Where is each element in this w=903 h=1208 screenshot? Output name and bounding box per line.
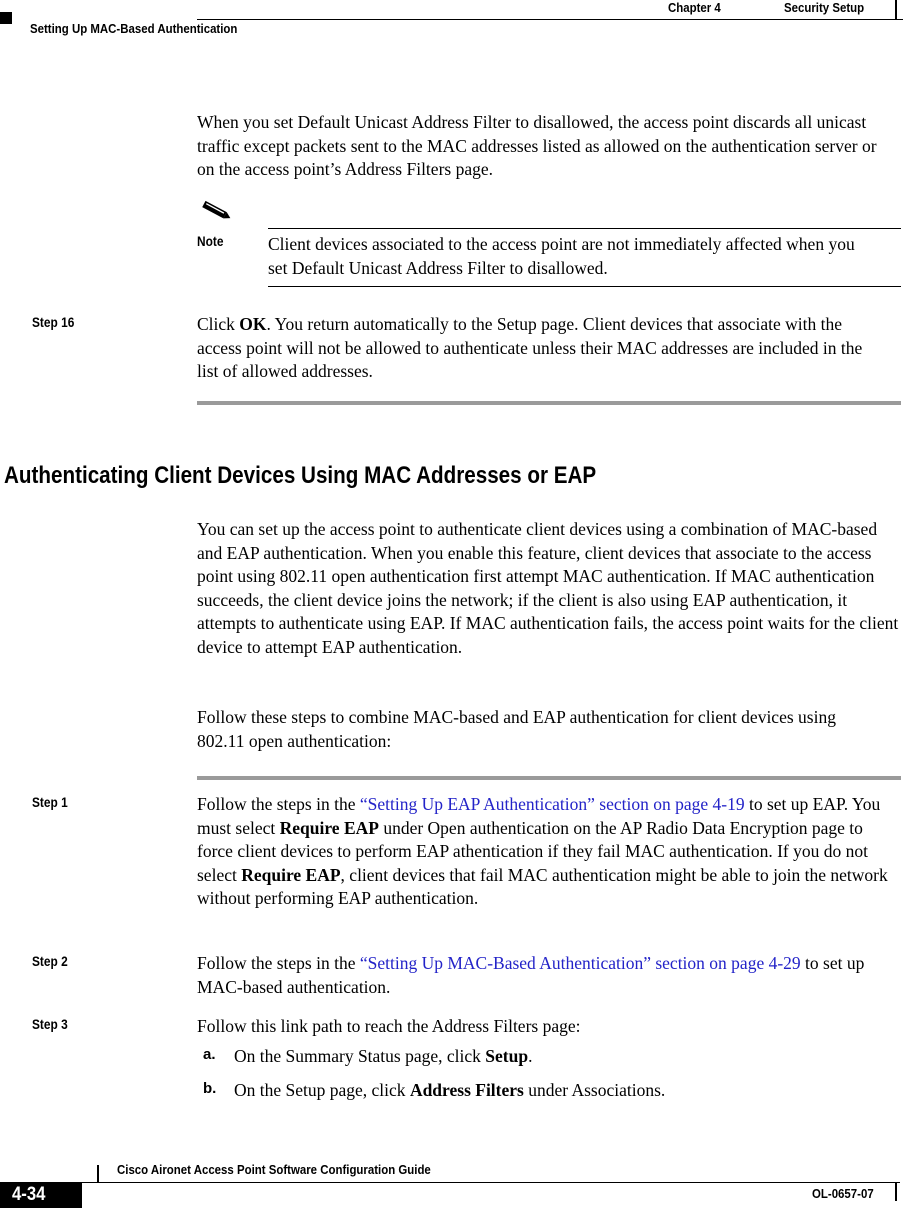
section-paragraph-1: You can set up the access point to authenticate client devices using a combination of MAC-based and EAP authentication. When you enable this feature, client devices that associate to the access point using 802.11 open authentication first attempt MAC authentication. If MAC authentication succeeds, the client device joins the network; if the client is also using EAP authentication, it attempts to authenticate using EAP. If MAC authentication fails, the access point waits for the client device to attempt EAP authentication.	[197, 519, 899, 657]
note-top-rule	[268, 228, 901, 229]
substep-a-text-end: .	[528, 1046, 533, 1066]
step1-label: Step 1	[32, 794, 68, 810]
step2-text-b: to set up MAC-based authentication.	[197, 953, 865, 997]
header-chapter-title: Security Setup	[784, 0, 865, 15]
footer-rule	[0, 1182, 900, 1183]
substep-a-bold: Setup	[485, 1046, 529, 1066]
steps-start-rule	[197, 776, 901, 780]
step2-text	[197, 952, 877, 999]
section-title: Authenticating Client Devices Using MAC Addresses or EAP	[4, 462, 597, 489]
substep-a-text-start: On the Summary Status page, click	[234, 1046, 486, 1066]
step3-text: Follow this link path to reach the Address Filters page:	[197, 1016, 581, 1036]
step1-text-d: , client devices that fail MAC authentication might be able to join the network without performing EAP authentication.	[197, 864, 888, 908]
header-section: Setting Up MAC-Based Authentication	[30, 21, 238, 36]
step16-text	[197, 313, 887, 384]
note-text: Client devices associated to the access point are not immediately affected when you set Default Unicast Address Filter to disallowed.	[268, 234, 855, 278]
substep-b-text-start: On the Setup page, click	[234, 1080, 410, 1100]
step16-end-rule	[197, 401, 901, 405]
step1-text-b: to set up EAP. You must select	[197, 794, 881, 838]
step1-text-a: Follow the steps in the	[197, 794, 360, 814]
substep-a-label: a.	[203, 1046, 216, 1063]
note-bottom-rule	[268, 286, 901, 287]
footer-right-tick	[895, 1183, 897, 1201]
pencil-icon	[199, 199, 233, 223]
step16-ok: OK	[239, 314, 267, 334]
step16-label: Step 16	[32, 314, 75, 330]
substep-b-text-end: under Associations.	[523, 1080, 666, 1100]
footer-left-tick	[97, 1165, 99, 1183]
step2-label: Step 2	[32, 953, 68, 969]
step1-text	[197, 793, 903, 911]
step3-label: Step 3	[32, 1016, 68, 1032]
header-rule	[197, 19, 903, 20]
step1-bold-2: Require EAP	[241, 864, 341, 885]
footer-guide-title: Cisco Aironet Access Point Software Configuration Guide	[117, 1162, 431, 1177]
step1-bold-1: Require EAP	[279, 817, 379, 838]
step1-text-c: under Open authentication on the AP Radio Data Encryption page to force client devices to perform EAP athentication if they fail MAC authentication. If you do not select	[197, 817, 868, 885]
intro-paragraph: When you set Default Unicast Address Filter to disallowed, the access point discards all unicast traffic except packets sent to the MAC addresses listed as allowed on the authentication server or on the access point’s Address Filters page.	[197, 112, 877, 179]
header-top-rule	[0, 12, 12, 24]
step1-link[interactable]: “Setting Up EAP Authentication” section on page 4-19	[359, 794, 745, 814]
header-right-tick	[895, 0, 897, 20]
note-label: Note	[197, 233, 224, 249]
header-chapter: Chapter 4	[668, 0, 721, 15]
step16-text-end: . You return automatically to the Setup page. Client devices that associate with the access point will not be allowed to authenticate unless their MAC addresses are included in the list of allowed addresses.	[197, 314, 863, 381]
substep-a-text	[234, 1045, 532, 1069]
step16-text-start: Click	[197, 314, 240, 334]
section-paragraph-2: Follow these steps to combine MAC-based and EAP authentication for client devices using 802.11 open authentication:	[197, 707, 836, 751]
step2-link[interactable]: “Setting Up MAC-Based Authentication” section on page 4-29	[359, 953, 801, 973]
footer-page-number: 4-34	[12, 1184, 46, 1205]
substep-b-text	[234, 1079, 665, 1103]
substep-b-label: b.	[203, 1080, 217, 1097]
substep-b-bold: Address Filters	[409, 1080, 524, 1100]
footer-doc-number: OL-0657-07	[812, 1186, 874, 1201]
step2-text-a: Follow the steps in the	[197, 953, 360, 973]
